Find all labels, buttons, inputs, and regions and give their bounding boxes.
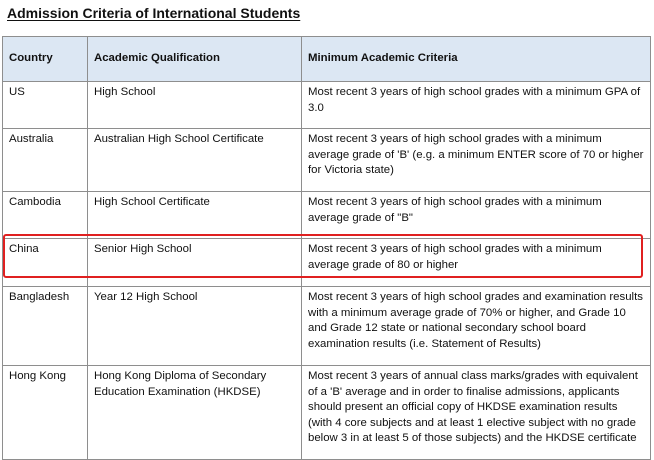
table-row-bangladesh xyxy=(3,287,651,366)
table-row-us xyxy=(3,82,651,129)
qualification-cell: High School xyxy=(88,82,302,129)
criteria-cell: Most recent 3 years of high school grades and examination results with a minimum average grade of 70% or higher, and Grade 10 and Grade 12 state or national secondary school board examination results (i.e. Statement of Results) xyxy=(302,287,651,366)
qualification-cell: Hong Kong Diploma of Secondary Education Examination (HKDSE) xyxy=(88,366,302,460)
country-cell: US xyxy=(3,82,88,129)
country-cell: Cambodia xyxy=(3,192,88,239)
criteria-cell: Most recent 3 years of high school grades with a minimum average grade of 80 or higher xyxy=(302,239,651,287)
column-header-country: Country xyxy=(3,37,88,82)
column-header-academic-qualification: Academic Qualification xyxy=(88,37,302,82)
table-header-row xyxy=(3,37,651,82)
qualification-cell: Australian High School Certificate xyxy=(88,129,302,192)
country-cell: China xyxy=(3,239,88,287)
table-row-hong-kong xyxy=(3,366,651,460)
country-cell: Hong Kong xyxy=(3,366,88,460)
country-cell: Bangladesh xyxy=(3,287,88,366)
qualification-cell: Year 12 High School xyxy=(88,287,302,366)
criteria-cell: Most recent 3 years of high school grades with a minimum average grade of "B" xyxy=(302,192,651,239)
country-cell: Australia xyxy=(3,129,88,192)
admission-criteria-table xyxy=(2,36,651,460)
column-header-minimum-academic-criteria: Minimum Academic Criteria xyxy=(302,37,651,82)
table-row-cambodia xyxy=(3,192,651,239)
criteria-cell: Most recent 3 years of high school grades with a minimum GPA of 3.0 xyxy=(302,82,651,129)
table-row-australia xyxy=(3,129,651,192)
criteria-cell: Most recent 3 years of high school grades with a minimum average grade of 'B' (e.g. a minimum ENTER score of 70 or higher for Victoria state) xyxy=(302,129,651,192)
qualification-cell: Senior High School xyxy=(88,239,302,287)
criteria-cell: Most recent 3 years of annual class marks/grades with equivalent of a 'B' average and in order to finalise admissions, applicants should present an official copy of HKDSE examination results (with 4 core subjects and at least 1 elective subject with no grade below 3 in at least 5 of those subjects) and the HKDSE certificate xyxy=(302,366,651,460)
table-row-china xyxy=(3,239,651,287)
qualification-cell: High School Certificate xyxy=(88,192,302,239)
page-title: Admission Criteria of International Students xyxy=(7,5,301,21)
